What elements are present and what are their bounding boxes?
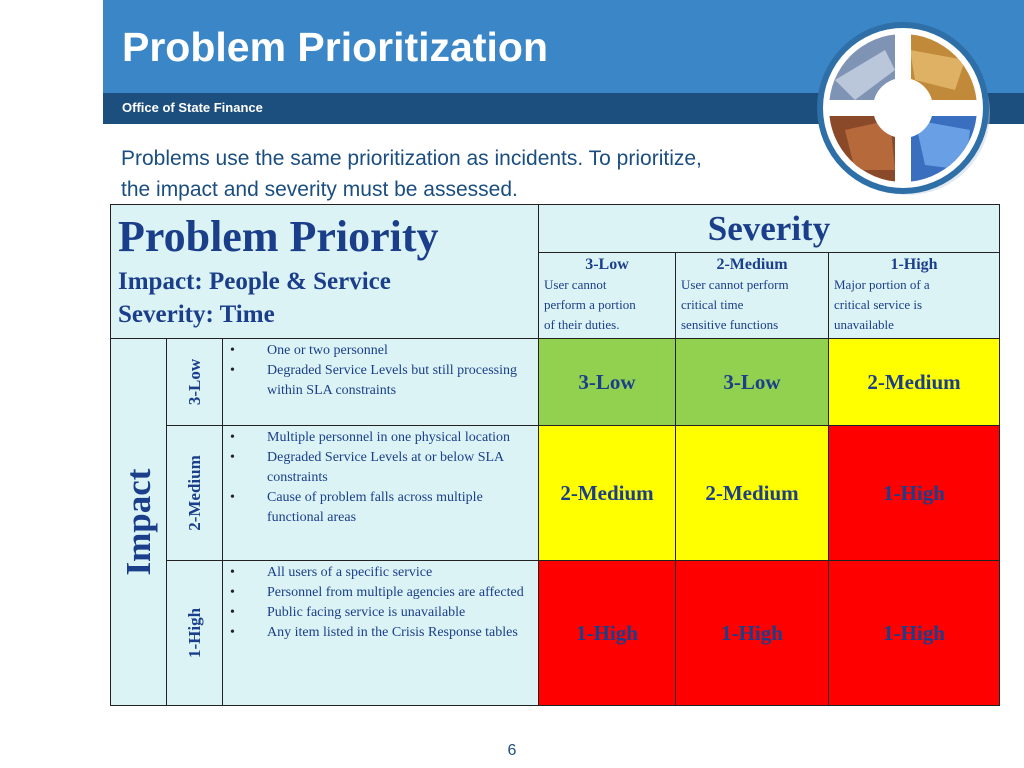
priority-cell: 1-High <box>539 561 676 706</box>
list-item: • Cause of problem falls across multiple functional areas <box>267 488 534 528</box>
organization-name: Office of State Finance <box>122 100 263 115</box>
matrix-title-cell <box>111 205 539 339</box>
matrix-title: Problem Priority <box>118 212 439 261</box>
list-item: • Degraded Service Levels at or below SLA constraints <box>267 448 534 488</box>
priority-matrix <box>110 204 1000 706</box>
list-item: • Degraded Service Levels but still processing within SLA constraints <box>267 361 534 401</box>
impact-row-description <box>223 561 539 706</box>
impact-header-cell <box>111 339 167 706</box>
impact-row-description <box>223 339 539 426</box>
priority-cell: 1-High <box>676 561 829 706</box>
severity-column-desc: unavailable <box>834 317 894 332</box>
list-item: • Personnel from multiple agencies are affected <box>267 583 534 603</box>
severity-column-desc: critical time <box>681 297 744 312</box>
severity-column-medium <box>676 253 829 339</box>
severity-definition: Severity: Time <box>118 301 275 328</box>
severity-column-low <box>539 253 676 339</box>
severity-column-desc: critical service is <box>834 297 923 312</box>
impact-row-description <box>223 426 539 561</box>
severity-column-desc: sensitive functions <box>681 317 779 332</box>
list-item: • Public facing service is unavailable <box>267 603 534 623</box>
severity-column-desc: perform a portion <box>544 297 636 312</box>
priority-cell: 1-High <box>829 561 1000 706</box>
impact-header: Impact <box>118 468 158 576</box>
list-item: • All users of a specific service <box>267 563 534 583</box>
page-title: Problem Prioritization <box>122 24 548 70</box>
severity-header: Severity <box>539 205 1000 253</box>
severity-column-name: 1-High <box>890 256 938 273</box>
impact-row-label: 3-Low <box>184 358 204 406</box>
severity-column-desc: User cannot <box>544 277 607 292</box>
priority-cell: 2-Medium <box>676 426 829 561</box>
severity-column-desc: Major portion of a <box>834 277 930 292</box>
severity-column-name: 2-Medium <box>716 256 788 273</box>
priority-cell: 1-High <box>829 426 1000 561</box>
intro-line-2: the impact and severity must be assessed. <box>121 178 518 201</box>
impact-row-label-cell <box>167 561 223 706</box>
page-number: 6 <box>507 742 517 759</box>
severity-column-name: 3-Low <box>585 256 629 273</box>
impact-row-label: 1-High <box>184 607 204 659</box>
priority-cell: 3-Low <box>676 339 829 426</box>
impact-row-label-cell <box>167 426 223 561</box>
intro-paragraph <box>121 143 841 205</box>
list-item: • One or two personnel <box>267 341 534 361</box>
priority-cell: 2-Medium <box>829 339 1000 426</box>
priority-cell: 3-Low <box>539 339 676 426</box>
list-item: • Any item listed in the Crisis Response tables <box>267 623 534 643</box>
impact-row-label: 2-Medium <box>184 455 204 531</box>
intro-line-1: Problems use the same prioritization as incidents. To prioritize, <box>121 147 702 170</box>
priority-cell: 2-Medium <box>539 426 676 561</box>
list-item: • Multiple personnel in one physical location <box>267 428 534 448</box>
impact-definition: Impact: People & Service <box>118 268 391 295</box>
impact-row-label-cell <box>167 339 223 426</box>
severity-column-desc: User cannot perform <box>681 277 789 292</box>
severity-column-desc: of their duties. <box>544 317 620 332</box>
severity-column-high <box>829 253 1000 339</box>
finance-logo-icon <box>815 20 991 196</box>
